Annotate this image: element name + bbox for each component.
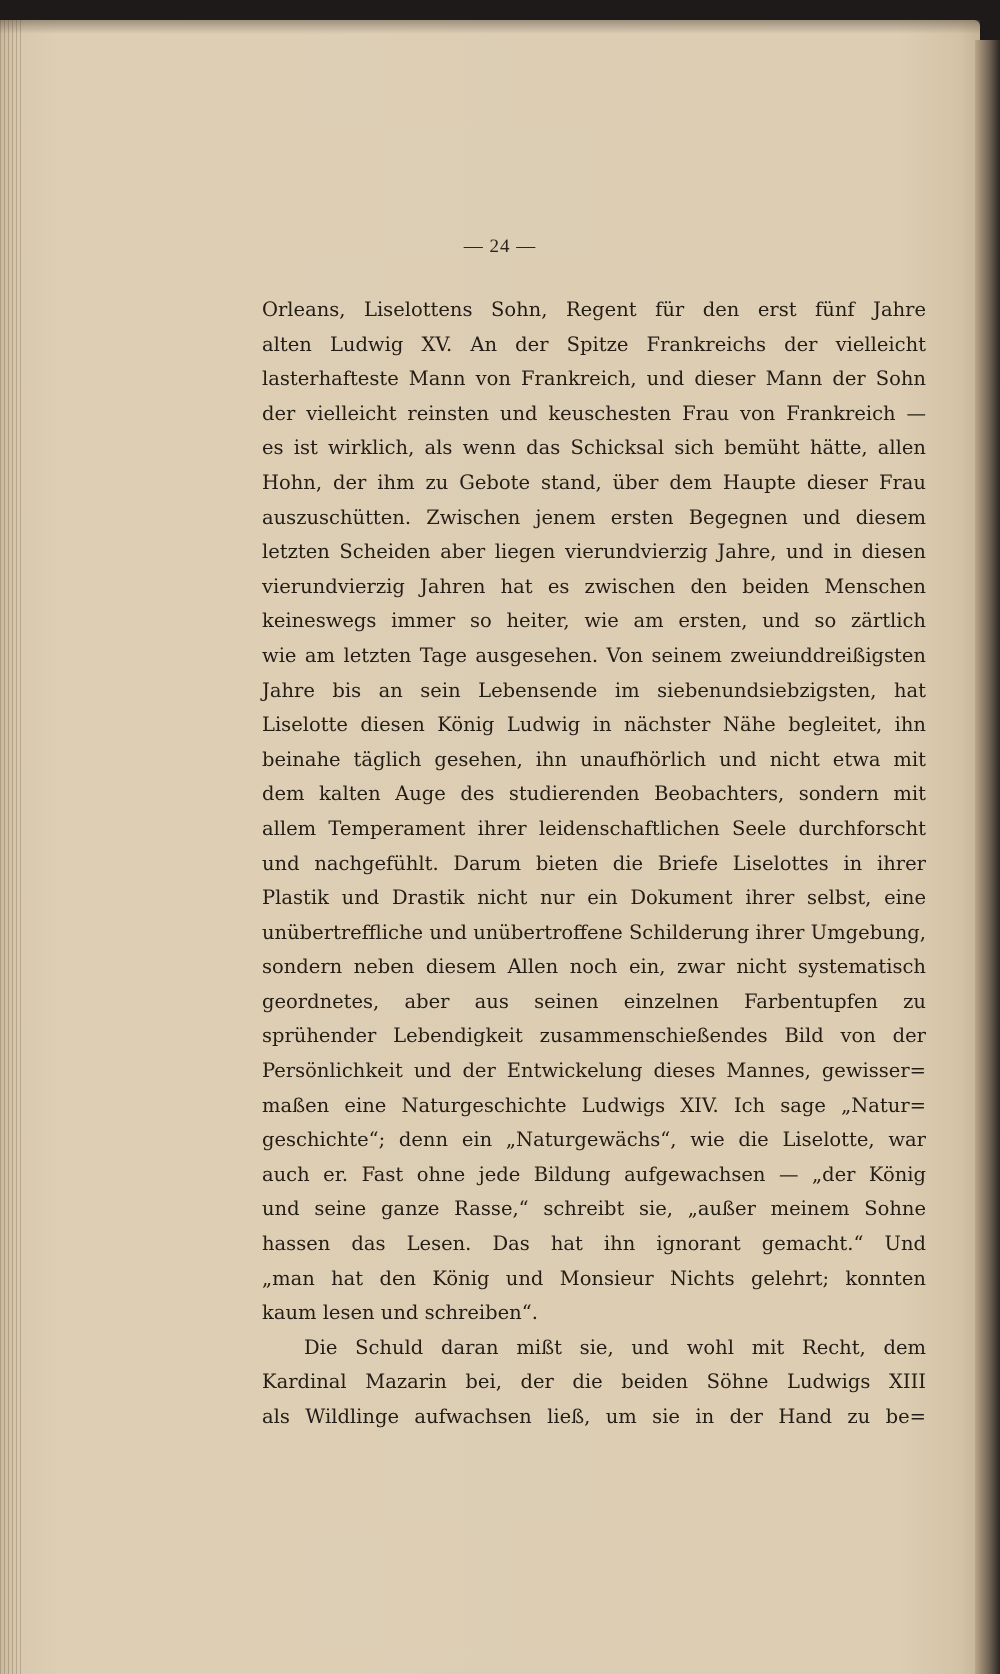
text-line: geordnetes, aber aus seinen einzelnen Farbentupfen zu	[262, 989, 926, 1013]
text-line: es ist wirklich, als wenn das Schicksal sich bemüht hätte, allen	[262, 436, 926, 460]
text-line: keineswegs immer so heiter, wie am ersten, und so zärtlich	[262, 609, 926, 633]
page-right-edge	[975, 40, 1000, 1674]
text-line: vierundvierzig Jahren hat es zwischen den beiden Menschen	[262, 574, 926, 598]
text-line: Persönlichkeit und der Entwickelung dieses Mannes, gewisser=	[262, 1059, 926, 1083]
text-line: geschichte“; denn ein „Naturgewächs“, wie die Liselotte, war	[262, 1128, 926, 1152]
paragraph-2	[262, 1331, 926, 1435]
paragraph-1	[262, 293, 926, 1331]
text-line: Liselotte diesen König Ludwig in nächster Nähe begleitet, ihn	[262, 713, 926, 737]
text-line: und nachgefühlt. Darum bieten die Briefe Liselottes in ihrer	[262, 851, 926, 875]
text-line: allem Temperament ihrer leidenschaftlichen Seele durchforscht	[262, 816, 926, 840]
text-line: sondern neben diesem Allen noch ein, zwar nicht systematisch	[262, 955, 926, 979]
text-line: „man hat den König und Monsieur Nichts gelehrt; konnten	[262, 1266, 926, 1290]
body-text	[262, 293, 926, 1435]
text-line: lasterhafteste Mann von Frankreich, und dieser Mann der Sohn	[262, 367, 926, 391]
text-line: unübertreffliche und unübertroffene Schilderung ihrer Umgebung,	[262, 920, 926, 944]
text-line: Orleans, Liselottens Sohn, Regent für den erst fünf Jahre	[262, 298, 926, 321]
text-line: Kardinal Mazarin bei, der die beiden Söhne Ludwigs XIII	[262, 1370, 926, 1394]
text-line: Plastik und Drastik nicht nur ein Dokument ihrer selbst, eine	[262, 886, 926, 910]
text-line: Jahre bis an sein Lebensende im siebenundsiebzigsten, hat	[262, 678, 926, 702]
text-line: sprühender Lebendigkeit zusammenschießendes Bild von der	[262, 1024, 926, 1048]
text-line: auszuschütten. Zwischen jenem ersten Begegnen und diesem	[262, 505, 926, 529]
text-line: maßen eine Naturgeschichte Ludwigs XIV. Ich sage „Natur=	[262, 1093, 926, 1117]
text-line: Hohn, der ihm zu Gebote stand, über dem Haupte dieser Frau	[262, 470, 926, 494]
text-line: dem kalten Auge des studierenden Beobachters, sondern mit	[262, 782, 926, 806]
text-line: der vielleicht reinsten und keuschesten Frau von Frankreich —	[262, 401, 926, 425]
text-line: wie am letzten Tage ausgesehen. Von seinem zweiunddreißigsten	[262, 643, 926, 667]
text-line: und seine ganze Rasse,“ schreibt sie, „außer meinem Sohne	[262, 1197, 926, 1221]
page-top-shadow	[0, 20, 980, 34]
page-stack-edge	[0, 20, 24, 1674]
text-line: alten Ludwig XV. An der Spitze Frankreichs der vielleicht	[262, 332, 926, 356]
text-line: auch er. Fast ohne jede Bildung aufgewachsen — „der König	[262, 1162, 926, 1186]
page-number: — 24 —	[463, 236, 537, 257]
text-line: Die Schuld daran mißt sie, und wohl mit Recht, dem	[304, 1335, 926, 1359]
text-line: als Wildlinge aufwachsen ließ, um sie in der Hand zu be=	[262, 1405, 926, 1428]
text-line: beinahe täglich gesehen, ihn unaufhörlich und nicht etwa mit	[262, 747, 926, 771]
text-line: letzten Scheiden aber liegen vierundvierzig Jahre, und in diesen	[262, 540, 926, 564]
text-line: hassen das Lesen. Das hat ihn ignorant gemacht.“ Und	[262, 1232, 926, 1256]
text-line: kaum lesen und schreiben“.	[262, 1301, 538, 1325]
